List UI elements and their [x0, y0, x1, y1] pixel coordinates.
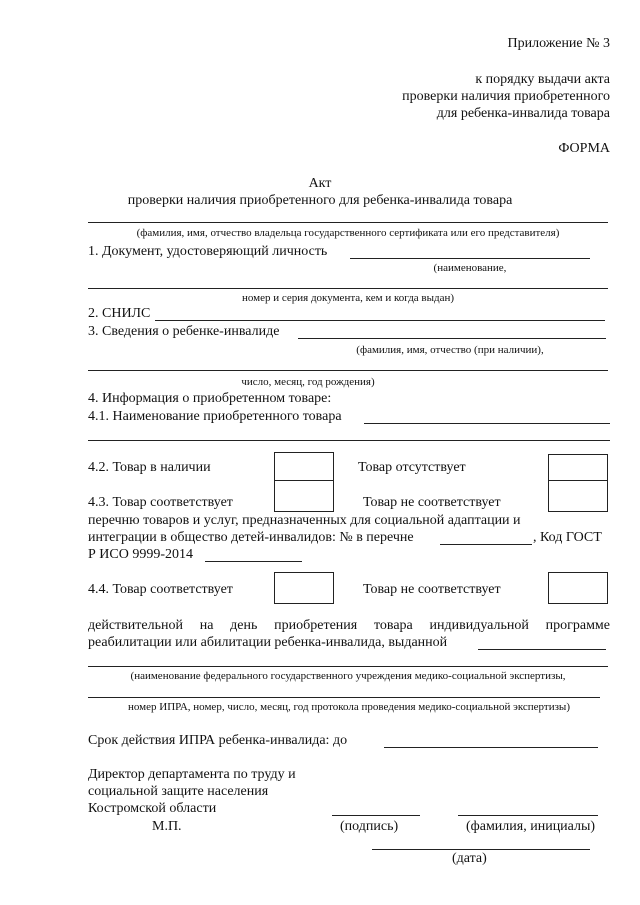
matches-ipra-checkbox[interactable] [274, 572, 334, 604]
not-matches-list-checkbox[interactable] [548, 480, 608, 512]
child-info-line[interactable] [298, 338, 606, 339]
matches-list-checkbox[interactable] [274, 480, 334, 512]
signature-line[interactable] [332, 815, 420, 816]
header-line-1: к порядку выдачи акта [475, 72, 610, 87]
identity-details-line[interactable] [88, 288, 608, 289]
validity-label: Срок действия ИПРА ребенка-инвалида: до [88, 733, 348, 748]
out-of-stock-checkbox[interactable] [548, 454, 608, 482]
director-line-3: Костромской области [88, 801, 217, 816]
gost-standard-label: Р ИСО 9999-2014 [88, 547, 194, 562]
not-matches-ipra-label: Товар не соответствует [363, 582, 501, 597]
section-4-1-label: 4.1. Наименование приобретенного товара [88, 409, 342, 424]
child-birth-line[interactable] [88, 370, 608, 371]
name-initials-line[interactable] [458, 815, 598, 816]
appendix-number: Приложение № 3 [507, 36, 610, 51]
child-caption-1: (фамилия, имя, отчество (при наличии), [356, 344, 544, 356]
ipra-issued-line[interactable] [478, 649, 606, 650]
section-4-3-label: 4.3. Товар соответствует [88, 495, 233, 510]
section-4-label: 4. Информация о приобретенном товаре: [88, 391, 332, 406]
gost-code-line[interactable] [205, 561, 302, 562]
out-of-stock-label: Товар отсутствует [358, 460, 466, 475]
header-line-3: для ребенка-инвалида товара [436, 106, 610, 121]
section-3-label: 3. Сведения о ребенке-инвалиде [88, 324, 280, 339]
snils-label: 2. СНИЛС [88, 306, 151, 321]
section-4-2-label: 4.2. Товар в наличии [88, 460, 211, 475]
institution-caption-1: (наименование федерального государственного учреждения медико-социальной экспертизы, [130, 670, 566, 682]
identity-caption-1: (наименование, [433, 262, 507, 274]
snils-line[interactable] [155, 320, 605, 321]
act-subtitle: проверки наличия приобретенного для ребенка-инвалида товара [127, 193, 513, 208]
not-matches-list-label: Товар не соответствует [363, 495, 501, 510]
header-line-2: проверки наличия приобретенного [402, 89, 610, 104]
owner-line[interactable] [88, 222, 608, 223]
validity-date-line[interactable] [384, 747, 598, 748]
list-number-line[interactable] [440, 544, 532, 545]
signature-caption: (подпись) [340, 819, 399, 834]
stamp-place-label: М.П. [152, 819, 182, 834]
institution-line[interactable] [88, 666, 608, 667]
in-stock-checkbox[interactable] [274, 452, 334, 482]
list-text-line-1: перечню товаров и услуг, предназначенных для социальной адаптации и [88, 513, 521, 528]
director-line-2: социальной защите населения [88, 784, 269, 799]
section-4-4-label: 4.4. Товар соответствует [88, 582, 233, 597]
identity-caption-2: номер и серия документа, кем и когда выдан) [241, 292, 455, 304]
section-1-label: 1. Документ, удостоверяющий личность [88, 244, 328, 259]
identity-document-line[interactable] [350, 258, 590, 259]
list-text-line-2: интеграции в общество детей-инвалидов: № в перечне [88, 530, 414, 545]
date-line[interactable] [372, 849, 590, 850]
child-caption-2: число, месяц, год рождения) [241, 376, 375, 388]
ipra-text-line-1: действительной на день приобретения товара индивидуальной программе [88, 618, 610, 633]
director-line-1: Директор департамента по труду и [88, 767, 296, 782]
product-name-line-2[interactable] [88, 440, 610, 441]
product-name-line[interactable] [364, 423, 610, 424]
name-initials-caption: (фамилия, инициалы) [466, 819, 596, 834]
gost-code-label: , Код ГОСТ [533, 530, 602, 545]
owner-caption: (фамилия, имя, отчество владельца государственного сертификата или его представителя) [136, 227, 560, 239]
protocol-line[interactable] [88, 697, 600, 698]
act-title: Акт [308, 176, 332, 191]
date-caption: (дата) [452, 851, 487, 866]
not-matches-ipra-checkbox[interactable] [548, 572, 608, 604]
ipra-text-line-2: реабилитации или абилитации ребенка-инвалида, выданной [88, 635, 448, 650]
institution-caption-2: номер ИПРА, номер, число, месяц, год протокола проведения медико-социальной экспертизы) [127, 701, 570, 713]
form-label: ФОРМА [558, 141, 610, 156]
